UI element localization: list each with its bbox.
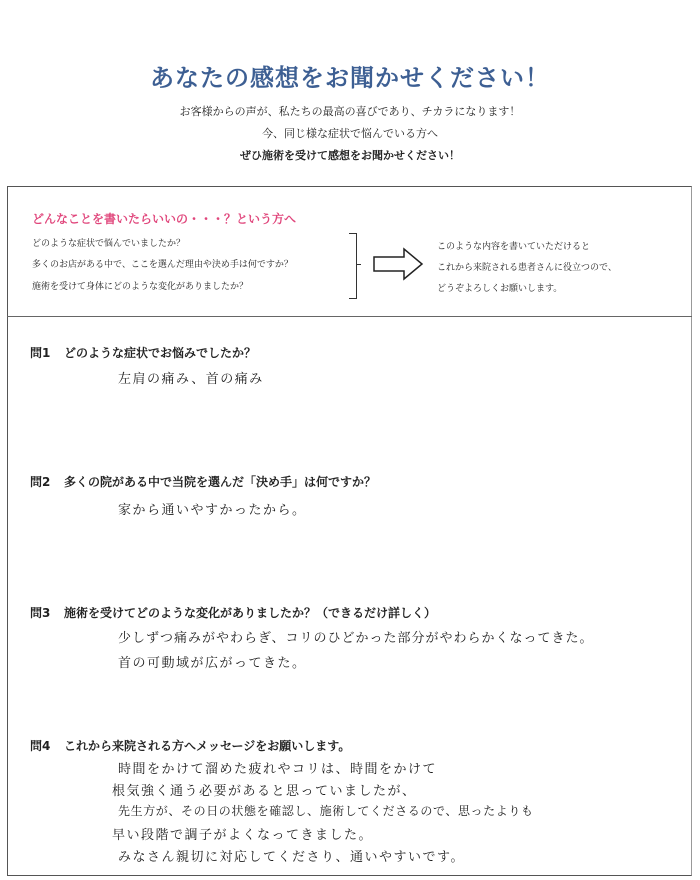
- hint-item: 多くのお店がある中で、ここを選んだ理由や決め手は何ですか？: [32, 260, 293, 270]
- answer-line: 左肩の痛み、首の痛み: [118, 372, 264, 387]
- question-2: [30, 473, 376, 490]
- hint-item: どのような症状で悩んでいましたか？: [32, 239, 186, 249]
- answer-line: 家から通いやすかったから。: [118, 503, 307, 518]
- question-number: 問2: [30, 475, 51, 489]
- answer-line: 少しずつ痛みがやわらぎ、コリのひどかった部分がやわらかくなってきた。: [118, 631, 594, 646]
- bracket-divider: [349, 233, 357, 299]
- hint-item: 施術を受けて身体にどのような変化がありましたか？: [32, 282, 249, 292]
- answer-line: みなさん親切に対応してくださり、通いやすいです。: [118, 850, 465, 865]
- page-title: あなたの感想をお聞かせください！: [150, 64, 550, 92]
- answer-line: 根気強く通う必要があると思っていましたが、: [112, 784, 417, 799]
- question-text: 多くの院がある中で当院を選んだ「決め手」は何ですか？: [64, 475, 377, 489]
- answer-line: 早い段階で調子がよくなってきました。: [112, 828, 374, 843]
- question-number: 問4: [30, 739, 51, 753]
- intro-line-3: ぜひ施術を受けて感想をお聞かせください！: [240, 149, 460, 162]
- answer-line: 首の可動域が広がってきた。: [118, 656, 307, 671]
- question-text: これから来院される方へメッセージをお願いします。: [64, 739, 351, 753]
- question-3: [30, 604, 436, 621]
- question-4: [30, 737, 350, 754]
- question-text: どのような症状でお悩みでしたか？: [64, 346, 257, 360]
- question-number: 問1: [30, 346, 51, 360]
- hint-note: このような内容を書いていただけると: [437, 242, 591, 252]
- question-1: [30, 344, 256, 361]
- answer-line: 先生方が、その日の状態を確認し、施術してくださるので、思ったよりも: [118, 804, 534, 818]
- question-number: 問3: [30, 606, 51, 620]
- intro-line-1: お客様からの声が、私たちの最高の喜びであり、チカラになります！: [179, 105, 521, 118]
- answer-line: 時間をかけて溜めた疲れやコリは、時間をかけて: [118, 762, 438, 777]
- hint-note: どうぞよろしくお願いします。: [437, 284, 563, 294]
- question-text: 施術を受けてどのような変化がありましたか？（できるだけ詳しく）: [64, 606, 437, 620]
- intro-line-2: 今、同じ様な症状で悩んでいる方へ: [262, 127, 438, 140]
- bracket-tick: [356, 264, 361, 265]
- right-arrow-icon: [372, 247, 424, 281]
- section-divider: [7, 316, 692, 317]
- hint-note: これから来院される患者さんに役立つので、: [437, 263, 617, 273]
- hint-title: どんなことを書いたらいいの・・・？という方へ: [32, 212, 297, 226]
